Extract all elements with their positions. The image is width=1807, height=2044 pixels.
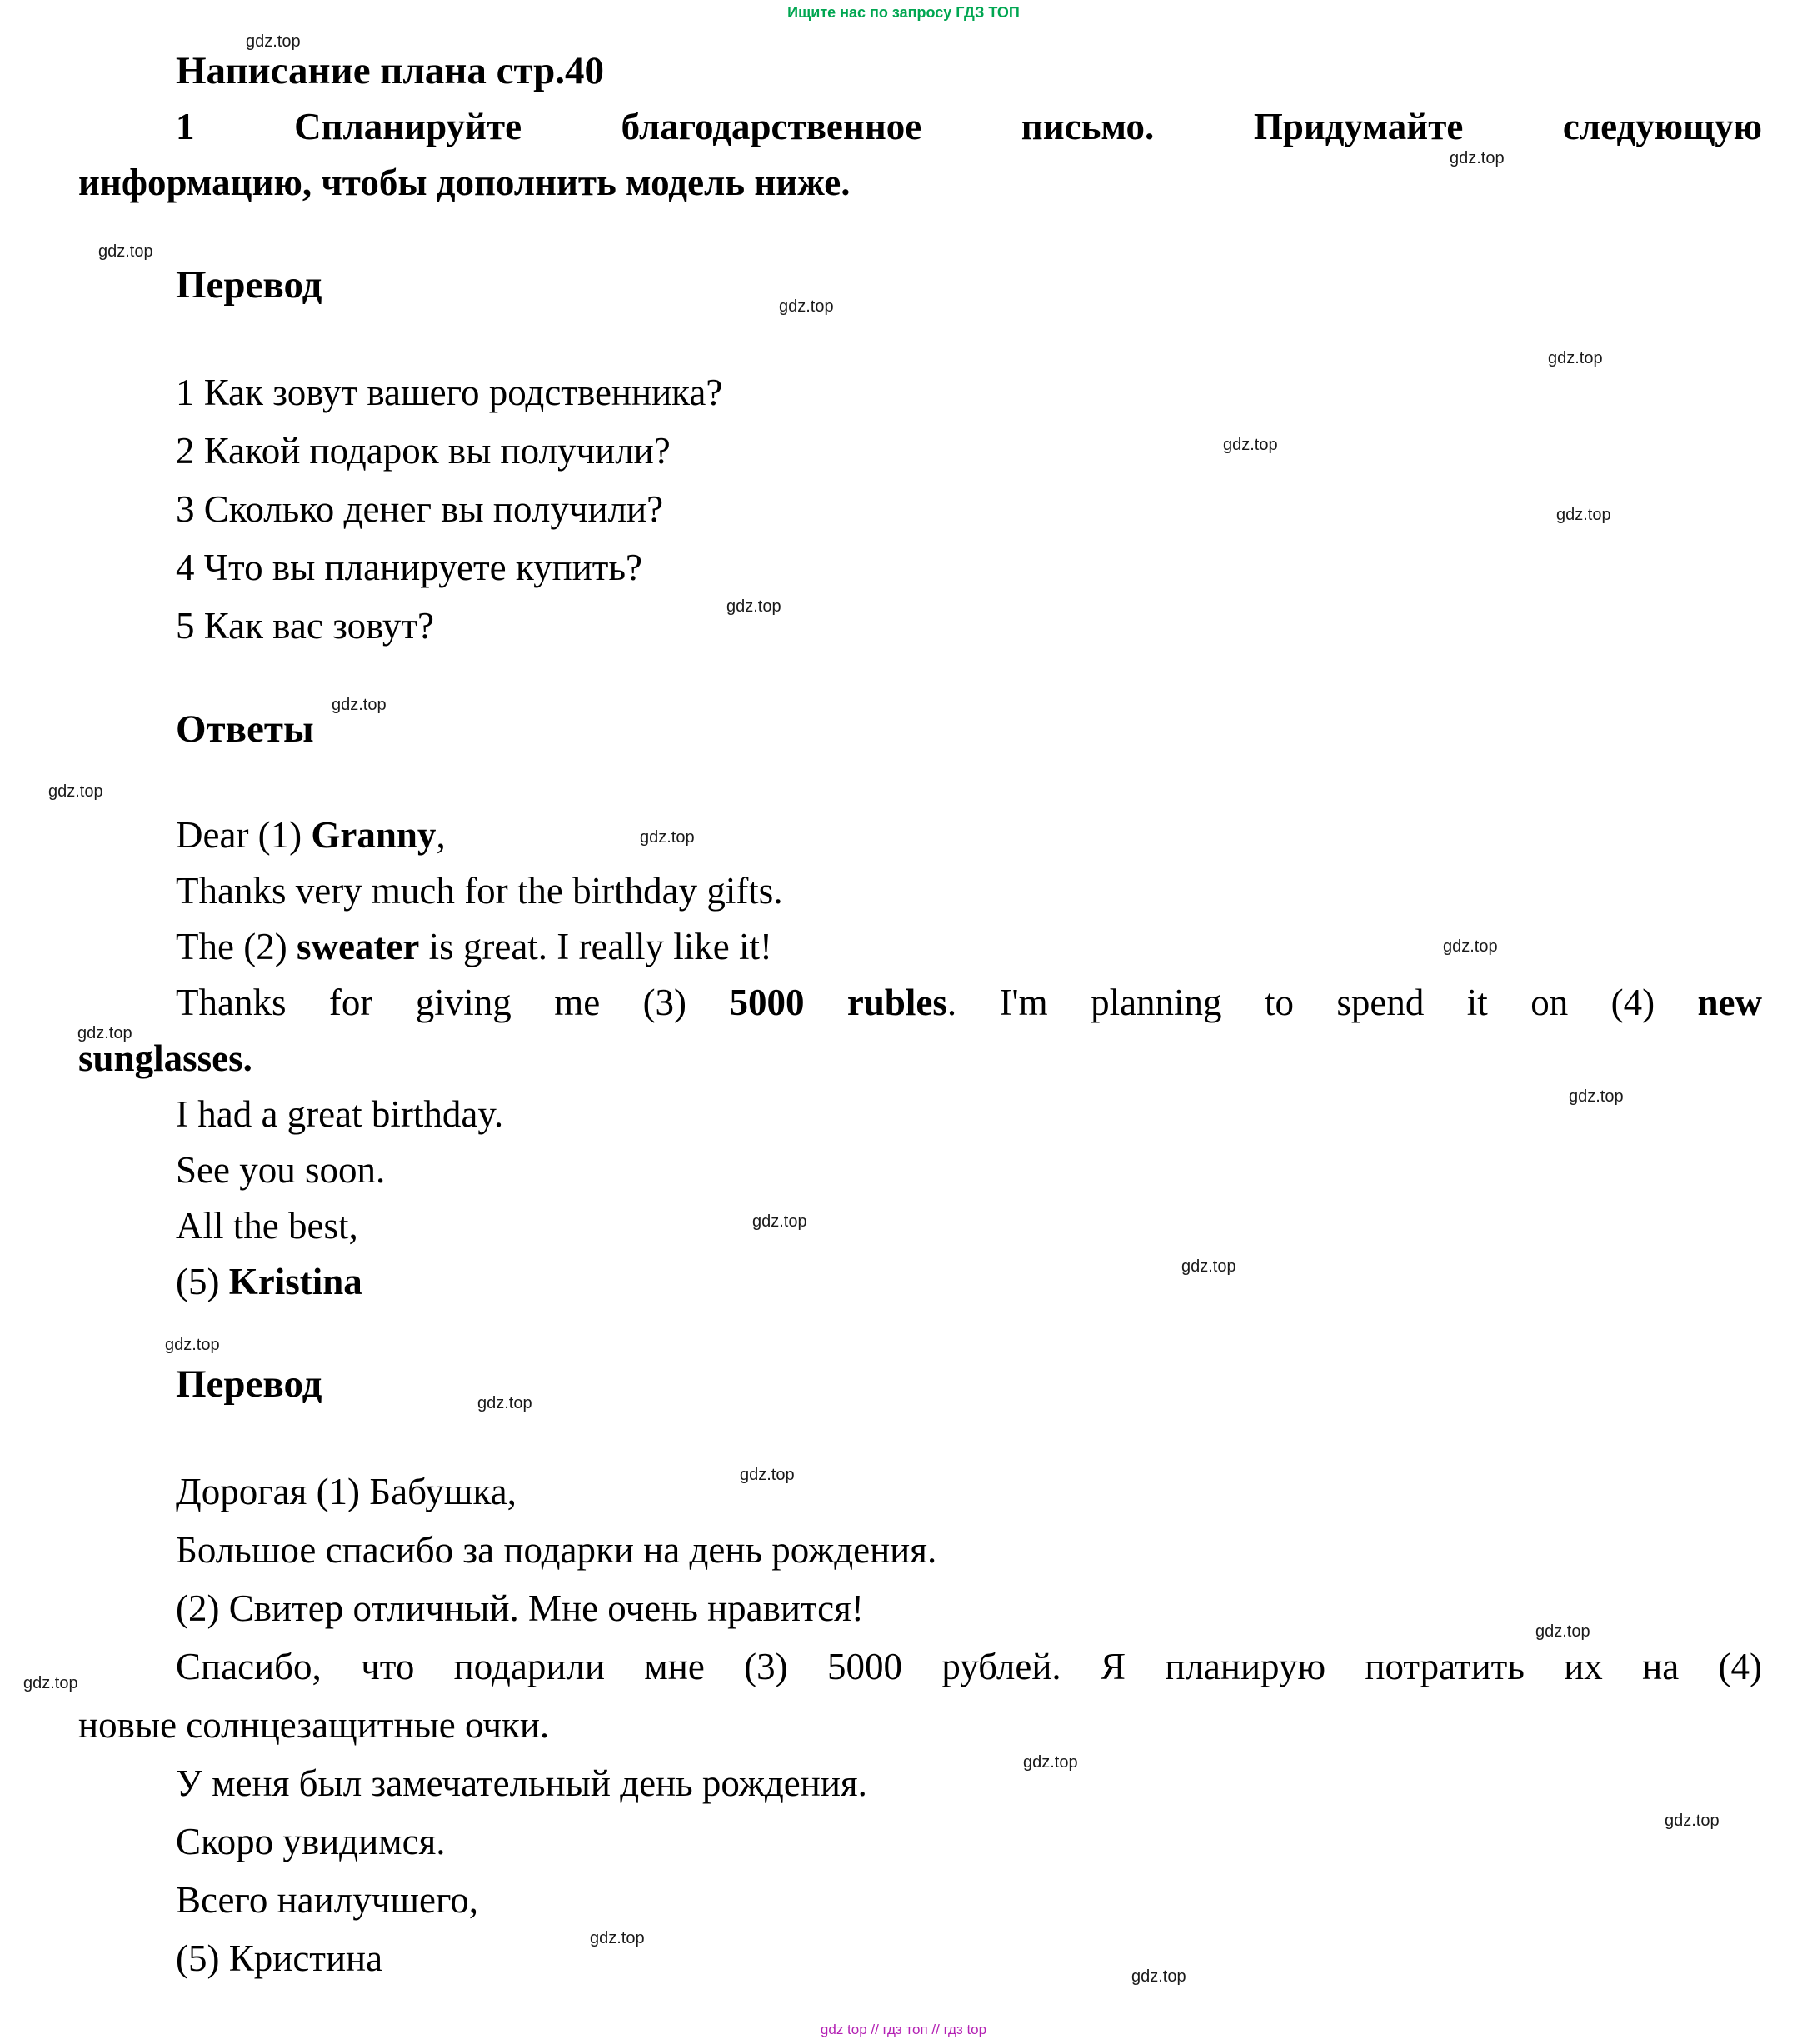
gdz-watermark: gdz.top xyxy=(165,1336,220,1354)
ru-letter-line-thanks: Большое спасибо за подарки на день рождения. xyxy=(176,1529,937,1571)
gdz-watermark: gdz.top xyxy=(1450,149,1505,167)
salutation-comma: , xyxy=(436,814,446,856)
gdz-watermark: gdz.top xyxy=(1548,349,1603,367)
ru-letter-line-money-1: Спасибо, что подарили мне (3) 5000 рублей. Я планирую потратить их на (4) xyxy=(176,1646,1762,1687)
relative-name: Granny xyxy=(311,814,437,856)
letter-line-seeyou: See you soon. xyxy=(176,1149,386,1191)
gdz-watermark: gdz.top xyxy=(726,597,781,616)
ru-letter-salutation: Дорогая (1) Бабушка, xyxy=(176,1471,517,1512)
gdz-watermark: gdz.top xyxy=(1556,506,1611,524)
gdz-watermark: gdz.top xyxy=(1023,1753,1078,1772)
gdz-watermark: gdz.top xyxy=(98,242,153,261)
bottom-site-links[interactable]: gdz top // гдз топ // гдз top xyxy=(820,2022,987,2037)
money-mid: . I'm planning to spend it on (4) xyxy=(946,982,1698,1023)
gdz-watermark: gdz.top xyxy=(752,1212,807,1231)
letter-salutation xyxy=(78,807,1762,863)
gdz-watermark: gdz.top xyxy=(1181,1257,1236,1276)
gdz-watermark: gdz.top xyxy=(1131,1967,1186,1986)
gdz-watermark: gdz.top xyxy=(48,782,103,801)
gift-pre: The (2) xyxy=(176,926,297,967)
letter-line-allthebest: All the best, xyxy=(176,1205,358,1247)
top-search-banner: Ищите нас по запросу ГДЗ ТОП xyxy=(787,4,1020,21)
gdz-watermark: gdz.top xyxy=(590,1929,645,1947)
salutation-text: Dear (1) xyxy=(176,814,312,856)
gdz-watermark: gdz.top xyxy=(740,1466,795,1484)
ru-letter-signature: (5) Кристина xyxy=(176,1937,383,1979)
gdz-watermark: gdz.top xyxy=(23,1674,78,1692)
letter-line-thanks: Thanks very much for the birthday gifts. xyxy=(176,870,783,912)
ru-letter-line-allthebest: Всего наилучшего, xyxy=(176,1879,479,1921)
plan-item-start: new xyxy=(1697,982,1762,1023)
ru-letter-line-birthday: У меня был замечательный день рождения. xyxy=(176,1762,867,1804)
ru-letter-line-seeyou: Скоро увидимся. xyxy=(176,1821,446,1862)
gdz-watermark: gdz.top xyxy=(77,1024,132,1042)
question-item-4: 4 Что вы планируете купить? xyxy=(176,547,642,588)
letter-line-money-2: sunglasses. xyxy=(78,1037,252,1079)
question-item-1: 1 Как зовут вашего родственника? xyxy=(176,372,723,413)
question-item-2: 2 Какой подарок вы получили? xyxy=(176,430,671,472)
question-item-3: 3 Сколько денег вы получили? xyxy=(176,488,664,530)
translation-questions-list xyxy=(78,363,1762,655)
ru-letter-line-gift: (2) Свитер отличный. Мне очень нравится! xyxy=(176,1587,864,1629)
task-text-line-1: 1 Спланируйте благодарственное письмо. Придумайте следующую xyxy=(176,106,1762,147)
gift-name: sweater xyxy=(296,926,420,967)
letter-line-money-1 xyxy=(78,975,1762,1031)
gdz-watermark: gdz.top xyxy=(477,1394,532,1412)
signature-pre: (5) xyxy=(176,1261,229,1302)
page-title: Написание плана стр.40 xyxy=(176,49,604,92)
gdz-watermark: gdz.top xyxy=(1665,1812,1720,1830)
gdz-watermark: gdz.top xyxy=(779,297,834,316)
gdz-watermark: gdz.top xyxy=(1443,937,1498,956)
translation-questions-heading: Перевод xyxy=(176,263,322,307)
gdz-watermark: gdz.top xyxy=(1569,1087,1624,1106)
gdz-watermark: gdz.top xyxy=(246,32,301,51)
gift-post: is great. I really like it! xyxy=(419,926,772,967)
gdz-watermark: gdz.top xyxy=(1223,436,1278,454)
translation-answer-heading: Перевод xyxy=(176,1362,322,1406)
answer-letter-english xyxy=(78,807,1762,1310)
question-item-5: 5 Как вас зовут? xyxy=(176,605,434,647)
money-amount: 5000 rubles xyxy=(729,982,947,1023)
task-text-line-2: информацию, чтобы дополнить модель ниже. xyxy=(78,162,851,203)
content-area xyxy=(78,43,1762,1987)
letter-line-gift xyxy=(78,919,1762,975)
answers-heading: Ответы xyxy=(176,707,314,751)
letter-signature xyxy=(78,1254,1762,1310)
gdz-watermark: gdz.top xyxy=(1535,1622,1590,1641)
ru-letter-line-money-2: новые солнцезащитные очки. xyxy=(78,1704,550,1746)
gdz-watermark: gdz.top xyxy=(640,828,695,847)
answer-letter-russian xyxy=(78,1462,1762,1987)
signature-name: Kristina xyxy=(228,1261,362,1302)
letter-line-birthday: I had a great birthday. xyxy=(176,1093,504,1135)
gdz-watermark: gdz.top xyxy=(332,696,387,714)
money-pre: Thanks for giving me (3) xyxy=(176,982,730,1023)
